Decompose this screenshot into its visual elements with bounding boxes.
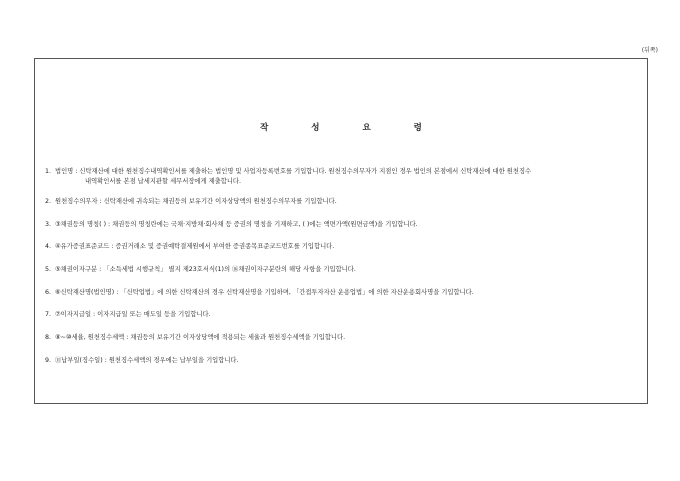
item-text: 원천징수의무자 : 신탁재산에 귀속되는 채권등의 보유기간 이자상당액의 원천징수의무자를 기입합니다.: [55, 198, 337, 205]
instruction-item-4: [45, 242, 641, 252]
instruction-list: [45, 167, 641, 379]
instruction-item-2: [45, 197, 641, 207]
item-text: ⑪납부일(징수일) : 원천징수세액의 경우에는 납부일을 기입합니다.: [55, 356, 239, 364]
item-text-line1: 법인명 : 신탁재산에 대한 원천징수내역확인서를 제출하는 법인명 및 사업자등록번호를 기입합니다. 원천징수의무자가 지점인 경우 법인의 본점에서 신탁재산에 대한 원천징수: [55, 168, 532, 175]
item-text: ⑤채권이자구분 : 「소득세법 시행규칙」 별지 제23호서식(1)의 ⑯채권이자구분란의 해당 사항을 기입합니다.: [55, 266, 356, 274]
item-text: ⑥신탁재산명(법인명) : 「신탁업법」에 의한 신탁재산의 경우 신탁재산명을 기입하며, 「간접투자자산 운용업법」에 의한 자산운용회사명을 기입합니다.: [55, 288, 474, 296]
item-number: 6.: [45, 288, 52, 296]
instruction-item-8: [45, 333, 641, 343]
instruction-item-6: [45, 288, 641, 298]
item-number: 8.: [45, 334, 52, 342]
item-text: ③채권등의 명칭( ) : 채권등의 명칭란에는 국채·지방채·회사채 등 증권의 명칭을 기재하고, ( )에는 액면가액(원면금액)을 기입합니다.: [55, 220, 418, 228]
back-page-label: (뒤쪽): [641, 47, 658, 54]
item-number: 7.: [45, 311, 52, 319]
instructions-frame: [34, 58, 648, 404]
page-title: 작 성 요 령: [260, 123, 442, 133]
instruction-item-1: [45, 167, 641, 187]
item-text: ⑧~⑩세율, 원천징수세액 : 채권등의 보유기간 이자상당액에 적용되는 세율과 원천징수세액을 기입합니다.: [55, 334, 346, 342]
instruction-item-3: [45, 220, 641, 230]
item-number: 4.: [45, 243, 52, 251]
instruction-item-9: [45, 356, 641, 366]
item-number: 9.: [45, 356, 52, 364]
instruction-item-5: [45, 265, 641, 275]
instruction-item-7: [45, 310, 641, 320]
item-text-line2: 내역확인서를 본점 납세지관할 세무서장에게 제출합니다.: [85, 178, 241, 185]
item-text: ④유가증권표준코드 : 증권거래소 및 증권예탁결제원에서 부여한 증권종목표준코드번호를 기입합니다.: [55, 243, 335, 251]
item-text: ⑦이자지급일 : 이자지급일 또는 매도일 등을 기입합니다.: [55, 311, 211, 319]
item-number: 5.: [45, 266, 52, 274]
item-number: 2.: [45, 198, 52, 205]
item-number: 1.: [45, 168, 52, 175]
item-number: 3.: [45, 220, 52, 228]
item-text: [55, 167, 641, 187]
